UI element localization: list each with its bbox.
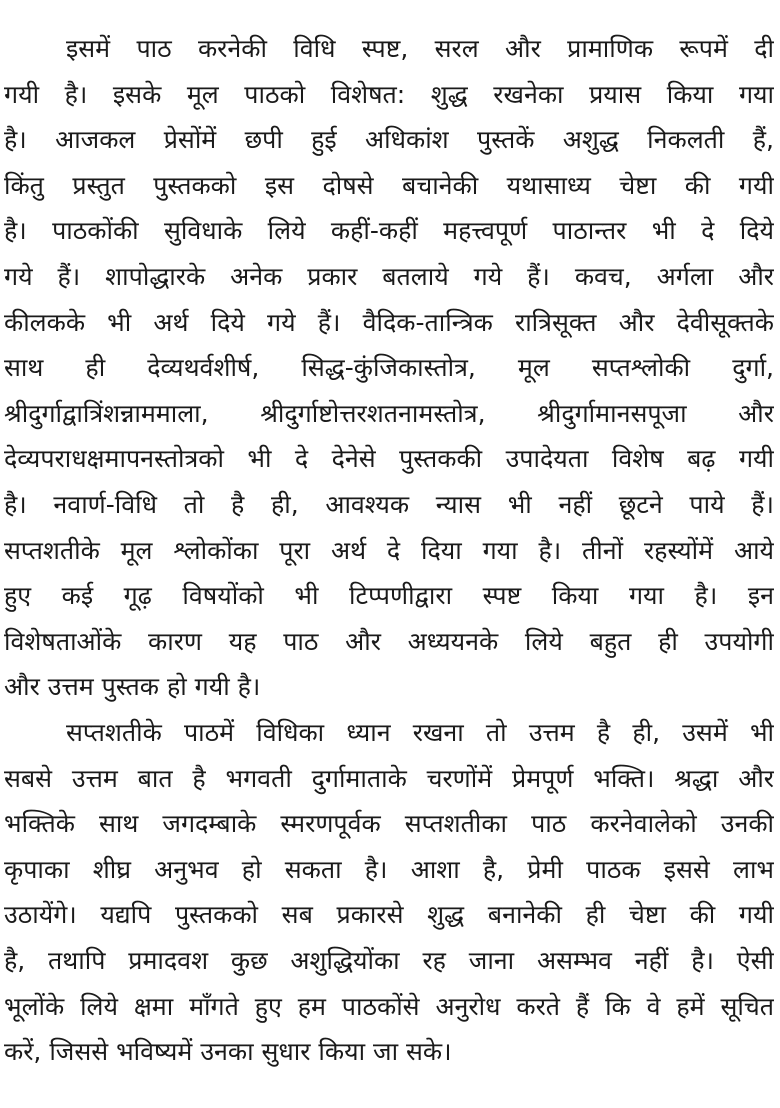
text-line: गयी है। इसके मूल पाठको विशेषत: शुद्ध रखनेका प्रयास किया गया <box>4 79 774 109</box>
text-line: भक्तिके साथ जगदम्बाके स्मरणपूर्वक सप्तशतीका पाठ करनेवालेको उनकी <box>4 809 774 839</box>
text-line: है। आजकल प्रेसोंमें छपी हुई अधिकांश पुस्तकें अशुद्ध निकलती हैं, <box>4 125 774 155</box>
text-line: है। नवार्ण-विधि तो है ही, आवश्यक न्यास भी नहीं छूटने पाये हैं। <box>4 490 774 519</box>
text-line: है, तथापि प्रमादवश कुछ अशुद्धियोंका रह जाना असम्भव नहीं है। ऐसी <box>4 946 774 975</box>
text-line: है। पाठकोंकी सुविधाके लिये कहीं-कहीं महत्त्वपूर्ण पाठान्तर भी दे दिये <box>4 216 774 246</box>
text-line: भूलोंके लिये क्षमा माँगते हुए हम पाठकोंसे अनुरोध करते हैं कि वे हमें सूचित <box>4 991 774 1021</box>
text-line: और उत्तम पुस्तक हो गयी है। <box>4 672 261 702</box>
text-line: विशेषताओंके कारण यह पाठ और अध्ययनके लिये बहुत ही उपयोगी <box>4 626 774 656</box>
text-line: देव्यपराधक्षमापनस्तोत्रको भी दे देनेसे पुस्तककी उपादेयता विशेष बढ़ गयी <box>4 444 774 474</box>
text-line: इसमें पाठ करनेकी विधि स्पष्ट, सरल और प्रामाणिक रूपमें दी <box>66 34 774 63</box>
text-line: साथ ही देव्यथर्वशीर्ष, सिद्ध-कुंजिकास्तोत्र, मूल सप्तश्लोकी दुर्गा, <box>4 353 774 383</box>
text-line: किंतु प्रस्तुत पुस्तकको इस दोषसे बचानेकी यथासाध्य चेष्टा की गयी <box>4 170 774 200</box>
text-line: गये हैं। शापोद्धारके अनेक प्रकार बतलाये गये हैं। कवच, अर्गला और <box>4 262 774 291</box>
text-line: श्रीदुर्गाद्वात्रिंशन्नाममाला, श्रीदुर्गाष्टोत्तरशतनामस्तोत्र, श्रीदुर्गामानसपूजा और <box>4 398 774 428</box>
text-line: कृपाका शीघ्र अनुभव हो सकता है। आशा है, प्रेमी पाठक इससे लाभ <box>4 854 774 884</box>
text-line: उठायेंगे। यद्यपि पुस्तकको सब प्रकारसे शुद्ध बनानेकी ही चेष्टा की गयी <box>4 900 774 930</box>
text-line: हुए कई गूढ़ विषयोंको भी टिप्पणीद्वारा स्पष्ट किया गया है। इन <box>4 581 774 611</box>
text-line: सबसे उत्तम बात है भगवती दुर्गामाताके चरणोंमें प्रेमपूर्ण भक्ति। श्रद्धा और <box>4 763 774 793</box>
text-line: कीलकके भी अर्थ दिये गये हैं। वैदिक-तान्त्रिक रात्रिसूक्त और देवीसूक्तके <box>4 307 774 337</box>
text-line: करें, जिससे भविष्यमें उनका सुधार किया जा सके। <box>4 1037 452 1067</box>
text-line: सप्तशतीके पाठमें विधिका ध्यान रखना तो उत्तम है ही, उसमें भी <box>66 718 774 747</box>
text-line: सप्तशतीके मूल श्लोकोंका पूरा अर्थ दे दिया गया है। तीनों रहस्योंमें आये <box>4 535 774 565</box>
